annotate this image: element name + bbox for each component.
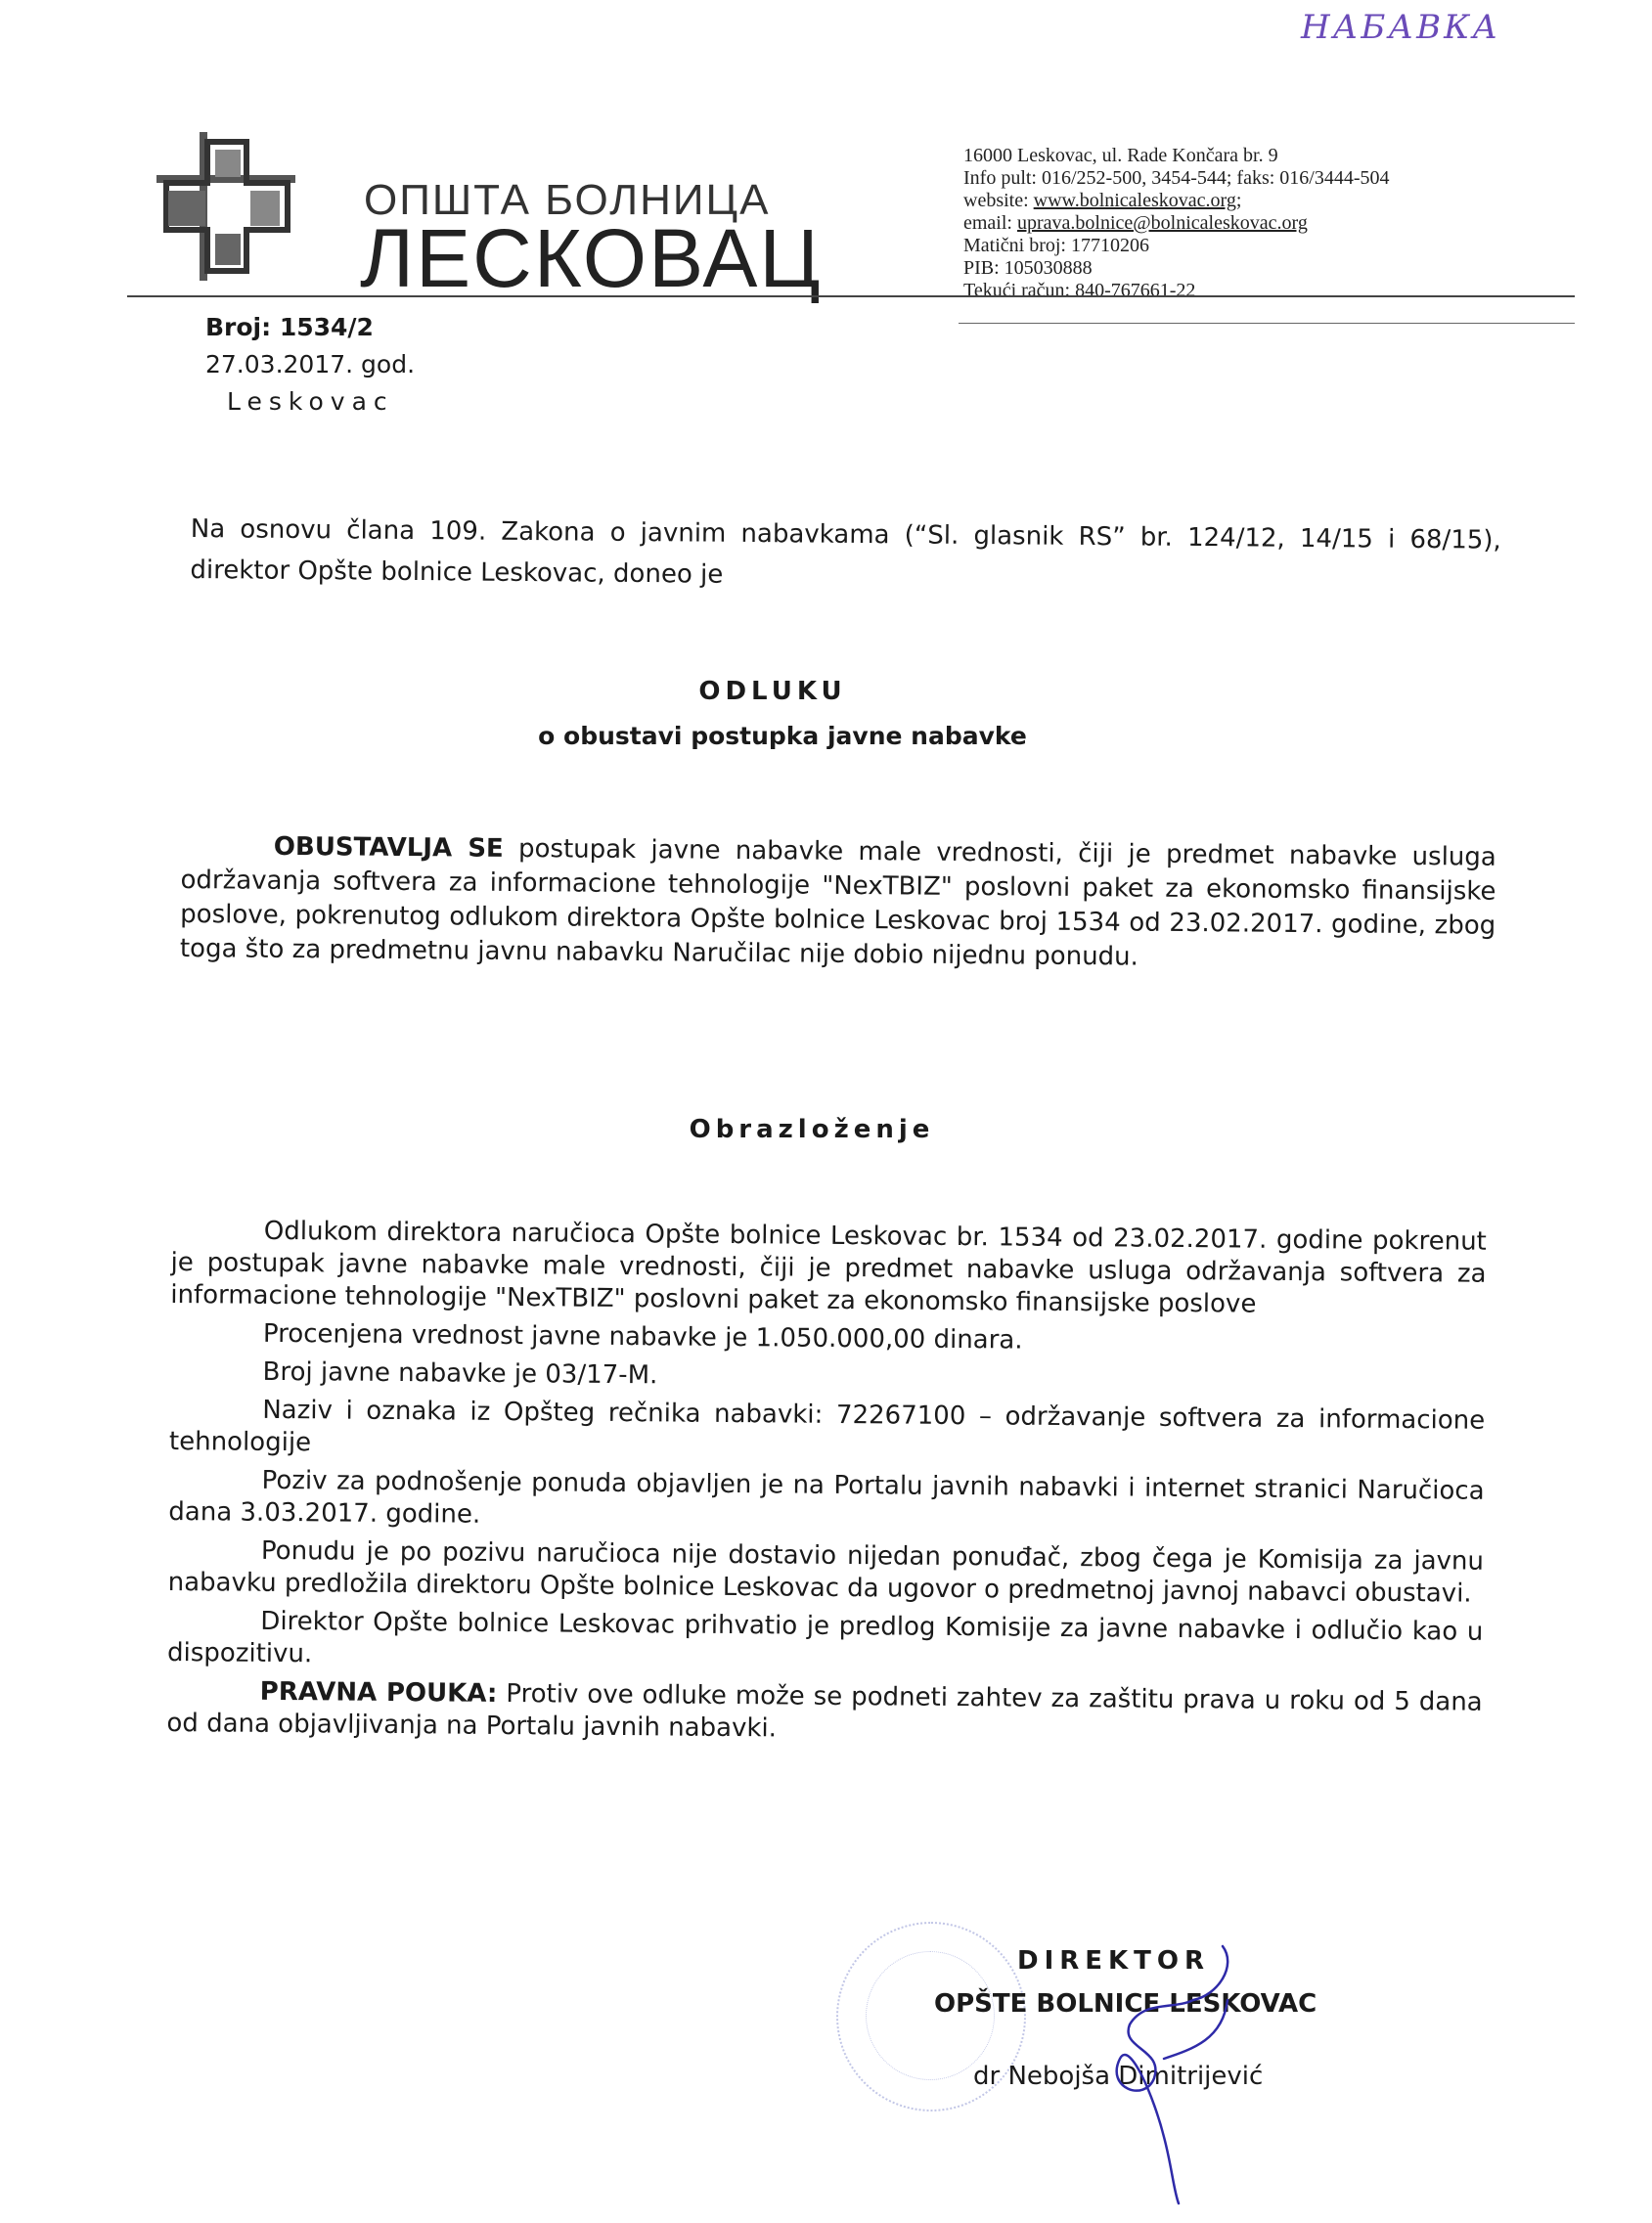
document-number: Broj: 1534/2: [205, 313, 374, 341]
contact-racun: Tekući račun: 840-767661-22: [963, 280, 1196, 301]
obrazlozenje-heading: Obrazloženje: [689, 1115, 935, 1144]
org-name-line1: ОПШТА БОЛНИЦА: [364, 176, 771, 224]
contact-pib: PIB: 105030888: [963, 257, 1093, 279]
legal-notice: [166, 1675, 1483, 1752]
legal-notice-text: Protiv ove odluke može se podneti zahtev za zaštitu prava u roku od 5 dana od dana objavljivanja na Portalu javnih nabavki.: [166, 1678, 1483, 1744]
obrazlozenje-paragraph-2: Procenjena vrednost javne nabavke je 1.050.000,00 dinara.: [262, 1318, 1023, 1356]
contact-email: email: uprava.bolnice@bolnicaleskovac.org: [963, 212, 1308, 234]
document-date: 27.03.2017. god.: [205, 350, 416, 378]
org-name-line2: ЛЕСКОВАЦ: [360, 212, 823, 304]
obrazlozenje-paragraph-7: Direktor Opšte bolnice Leskovac prihvatio je predlog Komisije za javne nabavke i odlučio kao u dispozitivu.: [166, 1606, 1484, 1669]
hospital-cross-logo: [156, 132, 295, 281]
contact-block: [963, 145, 1390, 302]
legal-notice-lead: PRAVNA POUKA:: [259, 1676, 498, 1709]
document-place: Leskovac: [227, 387, 394, 416]
obrazlozenje-paragraph-1: Odlukom direktora naručioca Opšte bolnice Leskovac br. 1534 od 23.02.2017. godine pokrenut je postupak javne nabavke male vrednosti, čiji je predmet nabavke usluga održavanja softvera za informacione tehnologije "NexTBIZ" poslovni paket za ekonomsko finansijske poslove: [170, 1216, 1487, 1319]
contact-info: Info pult: 016/252-500, 3454-544; faks: 016/3444-504: [963, 167, 1390, 189]
decision-title: ODLUKU: [698, 677, 847, 706]
obrazlozenje-body: [166, 1215, 1487, 1757]
contact-address: 16000 Leskovac, ul. Rade Končara br. 9: [963, 145, 1278, 166]
signatory-title: DIREKTOR: [1017, 1946, 1211, 1976]
obrazlozenje-paragraph-4: Naziv i oznaka iz Opšteg rečnika nabavki: 72267100 – održavanje softvera za informacione tehnologije: [168, 1395, 1486, 1458]
decision-text: postupak javne nabavke male vrednosti, čiji je predmet nabavke usluga održavanja softvera za informacione tehnologije "NexTBIZ" poslovni paket za ekonomsko finansijske poslove, pokrenutog odlukom direktora Opšte bolnice Leskovac broj 1534 od 23.02.2017. godine, zbog toga što za predmetnu javnu nabavku Naručilac nije dobio nijednu ponudu.: [179, 833, 1496, 972]
obrazlozenje-paragraph-5: Poziv za podnošenje ponuda objavljen je na Portalu javnih nabavki i internet stranici Naručioca dana 3.03.2017. godine.: [168, 1465, 1485, 1530]
header-divider-secondary: [959, 323, 1575, 324]
signatory-org: OPŠTE BOLNICE LESKOVAC: [934, 1989, 1317, 2019]
website-link[interactable]: www.bolnicaleskovac.org;: [1033, 190, 1242, 211]
handwritten-signature: [1027, 1941, 1242, 2205]
obrazlozenje-paragraph-3: Broj javne nabavke je 03/17-M.: [262, 1356, 658, 1391]
contact-website: website: www.bolnicaleskovac.org;: [963, 190, 1242, 211]
email-link[interactable]: uprava.bolnice@bolnicaleskovac.org: [1016, 212, 1308, 234]
obrazlozenje-paragraph-6: Ponudu je po pozivu naručioca nije dostavio nijedan ponuđač, zbog čega je Komisija za javnu nabavku predložila direktoru Opšte bolnice Leskovac da ugovor o predmetnoj javnoj nabavci obustavi.: [167, 1535, 1485, 1609]
contact-maticni: Matični broj: 17710206: [963, 235, 1149, 256]
document-meta: [205, 309, 415, 421]
signatory-name: dr Nebojša Dimitrijević: [973, 2062, 1264, 2091]
handwritten-note: НАБАВКА: [1301, 8, 1501, 47]
intro-paragraph: Na osnovu člana 109. Zakona o javnim nabavkama (“Sl. glasnik RS” br. 124/12, 14/15 i 68/15), direktor Opšte bolnice Leskovac, doneo je: [190, 513, 1501, 590]
header-divider: [127, 295, 1575, 297]
decision-lead: OBUSTAVLJA SE: [273, 831, 504, 864]
decision-subtitle: o obustavi postupka javne nabavke: [538, 722, 1027, 750]
decision-paragraph: [180, 829, 1496, 978]
